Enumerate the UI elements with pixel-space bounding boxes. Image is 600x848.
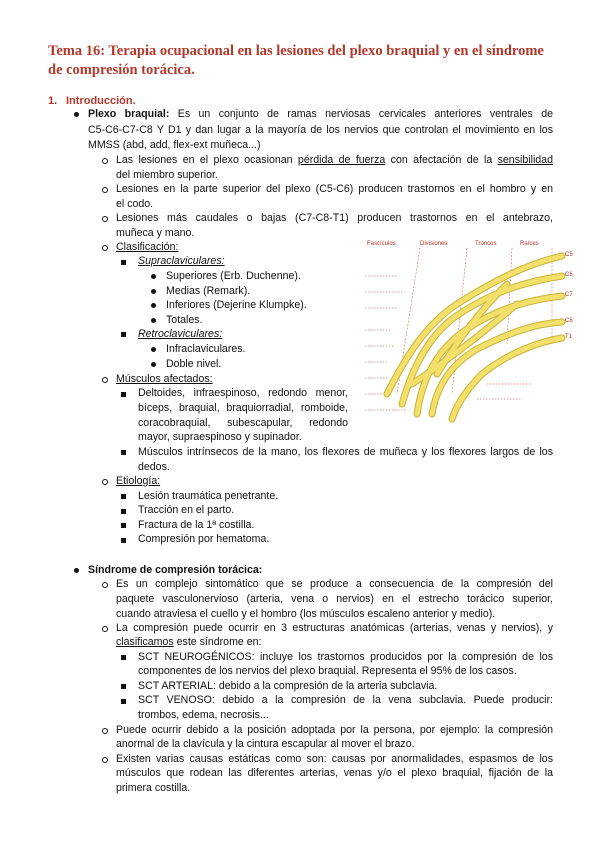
- section-number: 1.: [48, 95, 58, 107]
- supra-item: Medias (Remark).: [166, 285, 251, 297]
- root-label-c7: C7: [565, 292, 573, 298]
- caudal-line2: muñeca y mano.: [116, 227, 195, 239]
- sct-neurogenicos-line1: SCT NEUROGÉNICOS: incluye los trastornos producidos por la compresión de los: [138, 651, 553, 663]
- superior-line1: Lesiones en la parte superior del plexo (C5-C6) producen trastornos en el hombro y en: [116, 183, 553, 195]
- plexo-label: Plexo braquial:: [88, 108, 170, 120]
- root-labels: [565, 252, 573, 340]
- supraclaviculares-label: Supraclaviculares:: [138, 255, 225, 267]
- bullet-circle: [102, 582, 108, 588]
- lesiones-text-sensibilidad: sensibilidad: [497, 154, 553, 166]
- bullet-square: [121, 684, 126, 689]
- nerve-t1: [452, 338, 562, 419]
- bullet-square: [121, 523, 126, 528]
- root-label-c5: C5: [565, 252, 573, 258]
- clasificamos-text: clasificamos: [116, 636, 174, 648]
- bullet-circle: [102, 757, 108, 763]
- bullet-square: [121, 655, 126, 660]
- p1-line2: paquete vasculonervioso (arteria, vena o nervios) en el estrecho torácico superior,: [116, 593, 553, 605]
- brachial-plexus-diagram: [357, 234, 582, 424]
- bullet-dot: [151, 289, 156, 294]
- lesiones-text-c: con afectación de la: [390, 154, 493, 166]
- header-raices: Raíces: [520, 241, 539, 247]
- caudal-line1: Lesiones más caudales o bajas (C7-C8-T1) producen trastornos en el antebrazo,: [116, 212, 553, 224]
- header-divisiones: Divisiones: [420, 241, 448, 247]
- retro-item: Infraclaviculares.: [166, 343, 246, 355]
- sct-neurogenicos-line2: componentes de los nervios del plexo braquial. Representa el 95% de los casos.: [138, 665, 517, 677]
- bullet-dot: [151, 318, 156, 323]
- lesiones-line1: [116, 154, 553, 167]
- bullet-square: [121, 450, 126, 455]
- bullet-square: [121, 509, 126, 514]
- sct-venoso-line2: trombos, edema, necrosis...: [138, 709, 269, 721]
- bullet-dot: [151, 303, 156, 308]
- page-title: Tema 16: Terapia ocupacional en las lesiones del plexo braquial y en el síndrome de compresión torácica.: [48, 43, 544, 78]
- bullet-square: [121, 260, 126, 265]
- supra-item: Totales.: [166, 314, 203, 326]
- retro-item: Doble nivel.: [166, 358, 222, 370]
- lesiones-line2: del miembro superior.: [116, 169, 218, 181]
- bullet-circle: [102, 479, 108, 485]
- plexo-text-1: Es un conjunto de ramas nerviosas cervicales anteriores ventrales de: [177, 108, 553, 120]
- bullet-circle: [102, 245, 108, 251]
- lesiones-text-a: Las lesiones en el plexo ocasionan: [116, 154, 293, 166]
- plexo-paragraph-line3: MMSS (abd, add, flex-ext muñeca...): [88, 139, 261, 151]
- musculos-2-line1: Músculos intrínsecos de la mano, los flexores de muñeca y los flexores largos de los: [138, 446, 553, 458]
- musculos-label: Músculos afectados:: [116, 373, 213, 385]
- bullet-circle: [102, 626, 108, 632]
- musculos-1-line1: Deltoides, infraespinoso, redondo menor,: [138, 387, 348, 399]
- bullet-circle: [102, 158, 108, 164]
- bullet-square: [121, 332, 126, 337]
- p4-line3: primera costilla.: [116, 782, 191, 794]
- diagram-headers: [367, 241, 539, 247]
- header-troncos: Troncos: [475, 241, 497, 247]
- musculos-1-line3: coracobraquial, subescapular, redondo: [138, 417, 348, 429]
- p3-line2: anormal de la clavícula y la cintura escapular al mover el brazo.: [116, 738, 415, 750]
- etiologia-label: Etiología:: [116, 475, 161, 487]
- retroclaviculares-label: Retroclaviculares:: [138, 328, 223, 340]
- p1-line1: Es un complejo sintomático que se produce a consecuencia de la compresión del: [116, 578, 553, 590]
- bullet-dot: [74, 112, 79, 117]
- bullet-circle: [102, 728, 108, 734]
- p1-line3: cuando atraviesa el cuello y el hombro (los músculos escaleno anterior y medio).: [116, 608, 496, 620]
- bullet-square: [121, 699, 126, 704]
- superior-line2: el codo.: [116, 198, 154, 210]
- p2-line2-rest: este síndrome en:: [176, 636, 262, 648]
- supra-item: Inferiores (Dejerine Klumpke).: [166, 299, 307, 311]
- bullet-circle: [102, 187, 108, 193]
- root-label-c8: C8: [565, 318, 573, 324]
- musculos-1-line2: bíceps, braquial, braquiorradial, romboide,: [138, 402, 348, 414]
- bullet-dot: [74, 568, 79, 573]
- bullet-dot: [151, 347, 156, 352]
- bullet-square: [121, 538, 126, 543]
- p2-line2: [116, 636, 261, 649]
- root-label-t1: T1: [565, 334, 573, 340]
- etiologia-item: Lesión traumática penetrante.: [138, 490, 279, 502]
- bullet-dot: [151, 362, 156, 367]
- p3-line1: Puede ocurrir debido a la posición adoptada por la persona, por ejemplo: la compresión: [116, 724, 553, 736]
- bullet-circle: [102, 377, 108, 383]
- sct-arterial: SCT ARTERIAL: debido a la compresión de la arteria subclavia.: [138, 680, 438, 692]
- bullet-square: [121, 392, 126, 397]
- plexo-paragraph-line1: [88, 108, 553, 121]
- musculos-2-line2: dedos.: [138, 461, 170, 473]
- supra-item: Superiores (Erb. Duchenne).: [166, 270, 301, 282]
- root-label-c6: C6: [565, 272, 573, 278]
- sct-venoso-line1: SCT VENOSO: debido a la compresión de la vena subclavia. Puede producir:: [138, 694, 553, 706]
- p2-line1: La compresión puede ocurrir en 3 estructuras anatómicas (arterias, venas y nervios), y: [116, 622, 553, 634]
- clasificacion-label: Clasificación:: [116, 241, 179, 253]
- section-heading-sindrome: Síndrome de compresión torácica:: [88, 564, 263, 576]
- p4-line1: Existen varias causas estáticas como son: causas por anormalidades, espasmos de los: [116, 753, 553, 765]
- etiologia-item: Compresión por hematoma.: [138, 533, 270, 545]
- header-fasciculos: Fascículos: [367, 241, 396, 247]
- section-heading-introduccion: Introducción.: [66, 95, 136, 107]
- nerve-bundles: [387, 256, 562, 419]
- bullet-square: [121, 494, 126, 499]
- musculos-1-line4: mayor, supraespinoso y supinador.: [138, 431, 302, 443]
- bullet-dot: [151, 274, 156, 279]
- plexo-paragraph-line2: C5-C6-C7-C8 Y D1 y dan lugar a la mayoría de los nervios que controlan el movimiento en los: [88, 124, 553, 136]
- p4-line2: músculos que rodean las diferentes arterias, venas y/o el plexo braquial, fijación de la: [116, 767, 553, 779]
- etiologia-item: Tracción en el parto.: [138, 504, 235, 516]
- bullet-circle: [102, 216, 108, 222]
- lesiones-text-fuerza: pérdida de fuerza: [297, 154, 386, 166]
- etiologia-item: Fractura de la 1ª costilla.: [138, 519, 255, 531]
